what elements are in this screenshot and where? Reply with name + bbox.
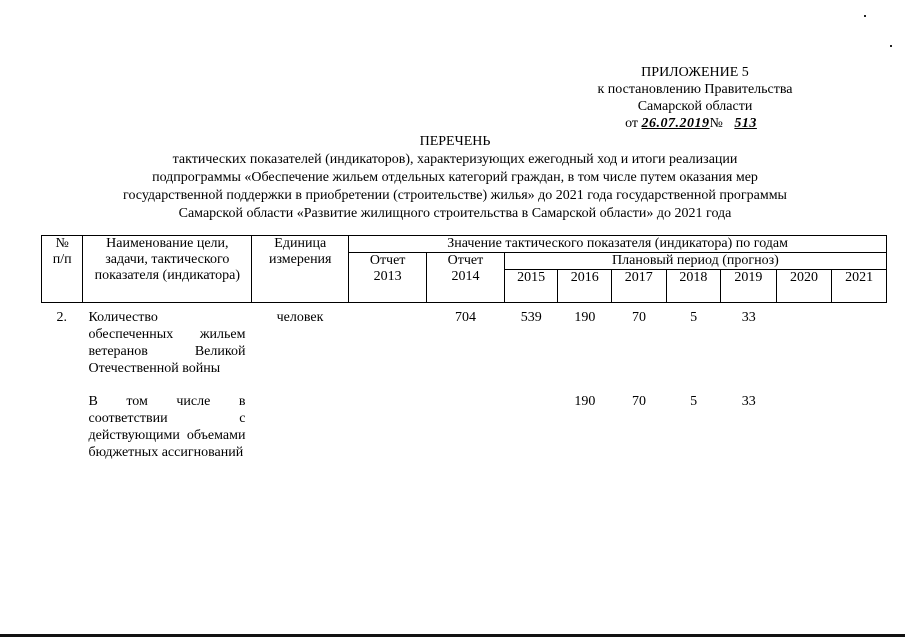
value-2013 [349, 393, 427, 461]
value-2017: 70 [631, 394, 646, 409]
appendix-line-3: Самарской области [637, 99, 753, 114]
header-year: 2018 [666, 270, 721, 303]
value-2015: 539 [520, 310, 542, 325]
report-label: Отчет [369, 253, 406, 268]
header-planned-period: Плановый период (прогноз) [504, 253, 886, 270]
appendix-date-prefix: от [625, 116, 639, 131]
table-row [41, 309, 887, 377]
indicator-table-header [41, 235, 887, 303]
title-line-1: тактических показателей (индикаторов), характеризующих ежегодный ход и итоги реализации [172, 152, 738, 167]
value-2021 [832, 309, 887, 377]
row-num [41, 393, 82, 461]
handwritten-number: 513 [734, 116, 757, 131]
title-heading: ПЕРЕЧЕНЬ [419, 134, 491, 149]
header-year: 2021 [832, 270, 887, 303]
value-2019: 33 [741, 394, 756, 409]
scan-speck [890, 45, 892, 47]
value-2016: 190 [574, 310, 596, 325]
header-num-label: п/п [52, 252, 72, 267]
appendix-line-1: ПРИЛОЖЕНИЕ 5 [641, 65, 749, 80]
title-line-2: подпрограммы «Обеспечение жильем отдельных категорий граждан, в том числе путем оказания мер [152, 170, 758, 185]
value-2020 [777, 309, 833, 377]
year-2014: 2014 [451, 269, 480, 284]
number-sign: № [709, 116, 723, 131]
value-2014 [427, 393, 505, 461]
table-row [41, 393, 887, 461]
value-2016: 190 [574, 394, 596, 409]
page-edge-rule [0, 634, 905, 637]
row-unit [251, 393, 348, 461]
header-num [42, 236, 83, 303]
title-line-3: государственной поддержки в приобретении (строительстве) жилья» до 2021 года государственной программы [123, 188, 787, 203]
header-year: 2020 [776, 270, 832, 303]
handwritten-date: 26.07.2019 [641, 116, 710, 131]
appendix-block [560, 64, 830, 132]
value-2018: 5 [690, 394, 698, 409]
header-report-2014 [427, 253, 505, 303]
header-year: 2015 [504, 270, 558, 303]
row-name: Количество обеспеченных жильем ветеранов Великой Отечественной войны [88, 310, 246, 376]
header-year: 2019 [721, 270, 777, 303]
report-label: Отчет [447, 253, 484, 268]
value-2021 [832, 393, 887, 461]
header-name: Наименование цели, задачи, тактического показателя (индикатора) [83, 236, 252, 303]
row-num: 2. [56, 310, 67, 325]
header-values-group: Значение тактического показателя (индикатора) по годам [349, 236, 887, 253]
value-2015 [504, 393, 558, 461]
appendix-line-2: к постановлению Правительства [597, 82, 793, 97]
value-2018: 5 [690, 310, 698, 325]
row-name: В том числе в соответствии с действующими объемами бюджетных ассигнований [88, 394, 246, 460]
scan-speck [864, 15, 866, 17]
value-2019: 33 [741, 310, 756, 325]
value-2020 [777, 393, 833, 461]
header-num-symbol: № [55, 236, 69, 251]
value-2013 [349, 309, 427, 377]
header-year: 2016 [558, 270, 612, 303]
document-title [40, 133, 870, 223]
year-2013: 2013 [373, 269, 402, 284]
header-year: 2017 [611, 270, 666, 303]
header-unit: Единица измерения [252, 236, 349, 303]
title-line-4: Самарской области «Развитие жилищного строительства в Самарской области» до 2021 года [178, 206, 732, 221]
row-unit: человек [276, 310, 324, 325]
value-2014: 704 [454, 310, 476, 325]
appendix-line-4 [560, 115, 830, 132]
header-report-2013 [349, 253, 427, 303]
value-2017: 70 [631, 310, 646, 325]
